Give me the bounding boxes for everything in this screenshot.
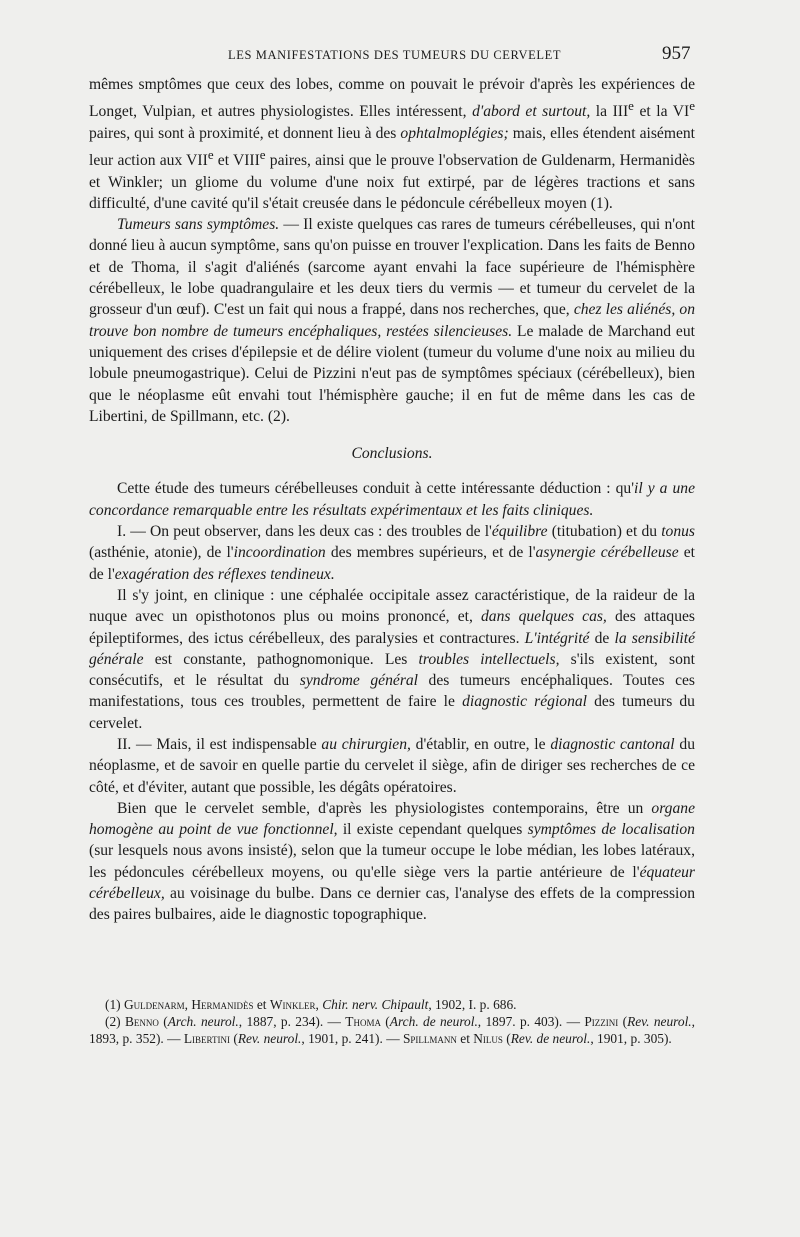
paragraph-clinical-signs: Il s'y joint, en clinique : une céphalée occipitale assez caractéristique, de la raideur de la nuque avec un opisthotonos plus ou moins prononcé, et, dans quelques cas, des attaques épileptiformes, des ictus cérébelleux, des paralysies et contractures. L'intégrité de la sensibilité générale est constante, pathognomonique. Les troubles intellectuels, s'ils existent, sont consécutifs, et le résultat du syndrome général des tumeurs encéphaliques. Toutes ces manifestations, tous ces troubles, permettent de faire le diagnostic régional des tumeurs du cervelet.	[89, 586, 695, 732]
section-title: Conclusions.	[351, 445, 433, 463]
footnotes	[89, 996, 695, 1048]
page-number: 957	[662, 43, 691, 64]
footnote-1: (1) Guldenarm, Hermanidès et Winkler, Chir. nerv. Chipault, 1902, I. p. 686.	[105, 997, 517, 1012]
paragraph-localisation: Bien que le cervelet semble, d'après les physiologistes contemporains, être un organe homogène au point de vue fonctionnel, il existe cependant quelques symptômes de localisation (sur lesquels nous avons insisté), selon que la tumeur occupe le lobe médian, les lobes latéraux, les pédoncules cérébelleux moyens, ou qu'elle siège vers la partie antérieure de l'équateur cérébelleux, au voisinage du bulbe. Dans ce dernier cas, l'analyse des effets de la compression des paires bulbaires, aide le diagnostic topographique.	[89, 799, 695, 924]
paragraph-cranial-nerves: mêmes smptômes que ceux des lobes, comme on pouvait le prévoir d'après les expériences de Longet, Vulpian, et autres physiologistes. Elles intéressent, d'abord et surtout, la IIIe et la VIe paires, qui sont à proximité, et donnent lieu à des ophtalmoplégies; mais, elles étendent aisément leur action aux VIIe et VIIIe paires, ainsi que le prouve l'observation de Guldenarm, Hermanidès et Winkler; un gliome du volume d'une noix fut extirpé, par de légères tractions et sans difficulté, d'une cavité qu'il s'était creusée dans le pédoncule cérébelleux moyen (1).	[89, 76, 696, 212]
paragraph-conclusion-2: II. — Mais, il est indispensable au chirurgien, d'établir, en outre, le diagnostic cantonal du néoplasme, et de savoir en quelle partie du cervelet il siège, afin de diriger ses recherches de ce côté, et d'éviter, autant que possible, les dégâts opératoires.	[89, 735, 695, 796]
page-header	[0, 43, 800, 70]
body-text	[89, 74, 695, 926]
running-title: LES MANIFESTATIONS DES TUMEURS DU CERVELET	[228, 48, 562, 62]
paragraph-conclusion-1: I. — On peut observer, dans les deux cas : des troubles de l'équilibre (titubation) et du tonus (asthénie, atonie), de l'incoordination des membres supérieurs, et de l'asynergie cérébelleuse et de l'exagération des réflexes tendineux.	[89, 523, 696, 583]
paragraph-conclusion-intro: Cette étude des tumeurs cérébelleuses conduit à cette intéressante déduction : qu'il y a une concordance remarquable entre les résultats expérimentaux et les faits cliniques.	[89, 480, 695, 519]
paragraph-tumors-without-symptoms: Tumeurs sans symptômes. — Il existe quelques cas rares de tumeurs cérébelleuses, qui n'ont donné lieu à aucun symptôme, sans qu'on puisse en trouver l'explication. Dans les faits de Benno et de Thoma, il s'agit d'aliénés (sarcome ayant envahi la face supérieure de l'hémisphère cérébelleux, le lobe quadrangulaire et les deux tiers du vermis — et tumeur du cervelet de la grosseur d'un œuf). C'est un fait qui nous a frappé, dans nos recherches, que, chez les aliénés, on trouve bon nombre de tumeurs encéphaliques, restées silencieuses. Le malade de Marchand eut uniquement des crises d'épilepsie et de délire violent (tumeur du volume d'une noix au milieu du lobule pneumogastrique). Celui de Pizzini n'eut pas de symptômes spéciaux (cérébelleux), bien que le néoplasme eût envahi tout l'hémisphère gauche; il en fut de même dans les cas de Libertini, de Spillmann, etc. (2).	[89, 216, 695, 425]
footnote-2: (2) Benno (Arch. neurol., 1887, p. 234). — Thoma (Arch. de neurol., 1897. p. 403). — Pizzini (Rev. neurol., 1893, p. 352). — Libertini (Rev. neurol., 1901, p. 241). — Spillmann et Nilus (Rev. de neurol., 1901, p. 305).	[89, 1014, 695, 1047]
